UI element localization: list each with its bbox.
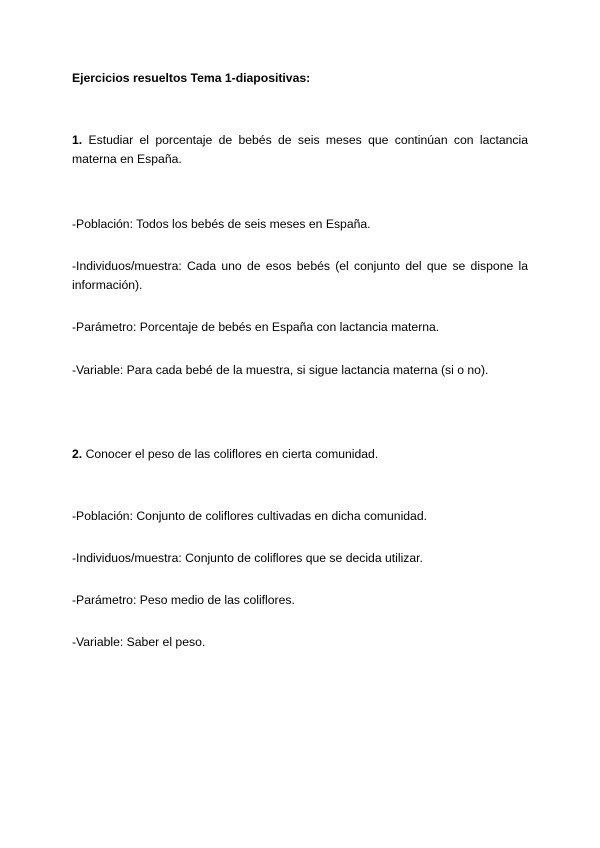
exercise-1-text: Estudiar el porcentaje de bebés de seis meses que continúan con lactancia materna en España. bbox=[72, 133, 528, 166]
exercise-2-individuos: -Individuos/muestra: Conjunto de coliflores que se decida utilizar. bbox=[72, 551, 423, 565]
exercise-2-statement bbox=[72, 445, 528, 464]
exercise-1-individuos: -Individuos/muestra: Cada uno de esos bebés (el conjunto del que se dispone la información). bbox=[72, 259, 528, 292]
exercise-1-number: 1. bbox=[72, 133, 83, 147]
exercise-2-number: 2. bbox=[72, 447, 83, 461]
exercise-2-variable: -Variable: Saber el peso. bbox=[72, 635, 206, 649]
exercise-1-poblacion: -Población: Todos los bebés de seis meses en España. bbox=[72, 217, 371, 231]
exercise-2-poblacion: -Población: Conjunto de coliflores cultivadas en dicha comunidad. bbox=[72, 509, 428, 523]
exercise-1-statement bbox=[72, 131, 528, 169]
document-title: Ejercicios resueltos Tema 1-diapositivas: bbox=[72, 71, 311, 85]
exercise-1-parametro: -Parámetro: Porcentaje de bebés en España con lactancia materna. bbox=[72, 320, 440, 334]
exercise-2-parametro: -Parámetro: Peso medio de las coliflores. bbox=[72, 593, 295, 607]
exercise-2-text: Conocer el peso de las coliflores en cierta comunidad. bbox=[85, 447, 379, 461]
exercise-1-variable: -Variable: Para cada bebé de la muestra, si sigue lactancia materna (si o no). bbox=[72, 363, 489, 377]
